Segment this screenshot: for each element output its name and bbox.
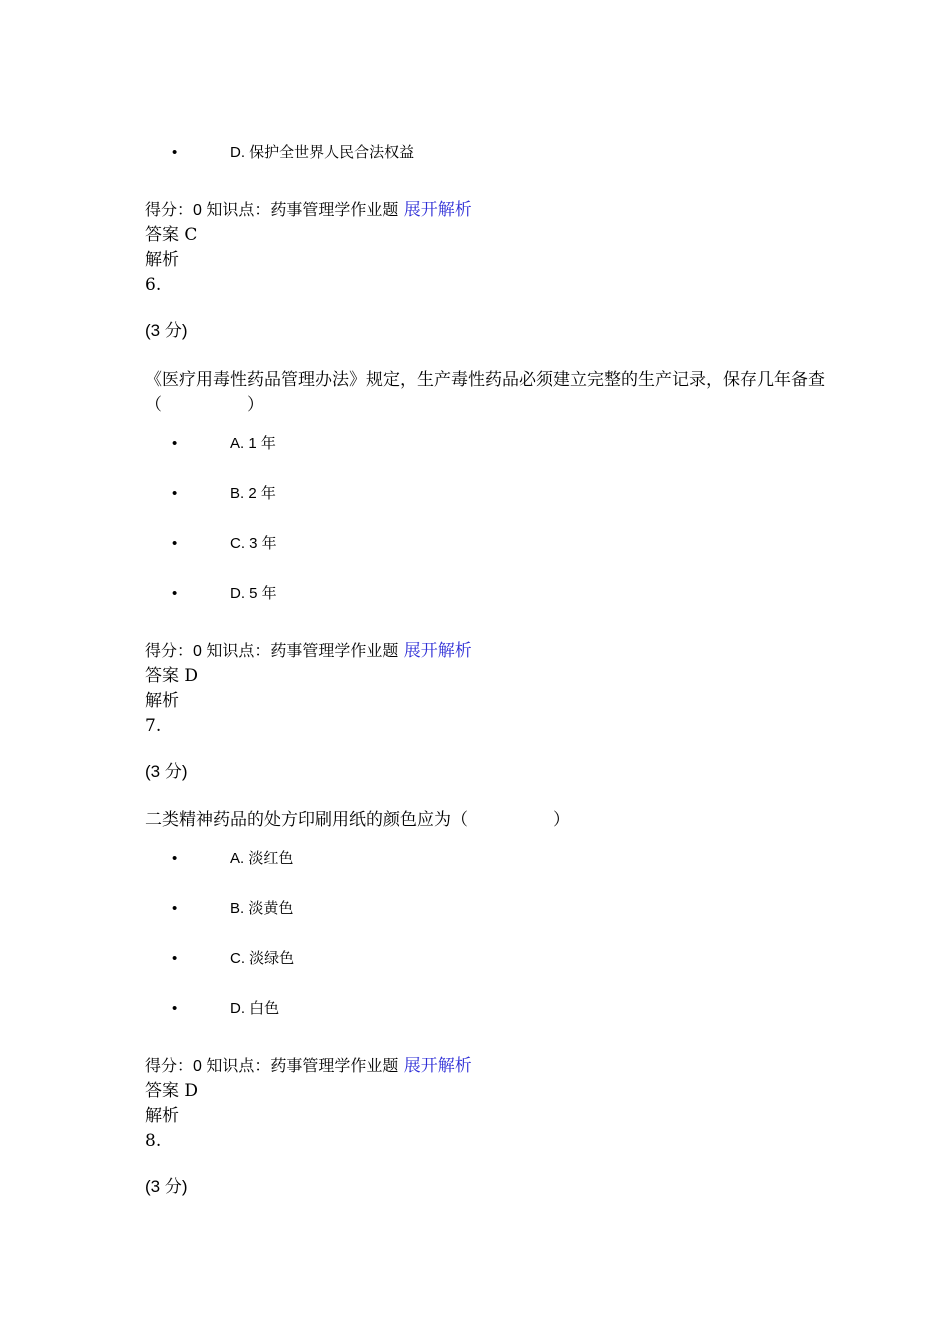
option-text: D. 保护全世界人民合法权益 (230, 144, 415, 161)
q5-answer: 答案 C (145, 225, 198, 245)
option-text: C. 3 年 (230, 535, 277, 552)
expand-analysis-link[interactable]: 展开解析 (403, 200, 472, 220)
q6-stem: 《医疗用毒性药品管理办法》规定，生产毒性药品必须建立完整的生产记录，保存几年备查（ ） (145, 370, 825, 415)
bullet-icon: • (172, 435, 178, 452)
bullet-icon: • (172, 144, 178, 161)
q6-score-line (145, 639, 472, 664)
option-text: B. 淡黄色 (230, 900, 294, 917)
option-text: C. 淡绿色 (230, 950, 295, 967)
expand-analysis-link[interactable]: 展开解析 (403, 1056, 472, 1076)
q6-answer: 答案 D (145, 666, 199, 686)
q6-number: 6. (145, 275, 162, 295)
expand-analysis-link[interactable]: 展开解析 (403, 641, 472, 661)
q8-number: 8. (145, 1131, 162, 1151)
q5-analysis-label: 解析 (145, 250, 179, 270)
q8-points: (3 分) (145, 1177, 188, 1196)
q5-score-line (145, 198, 472, 223)
option-text: B. 2 年 (230, 485, 276, 502)
option-text: D. 5 年 (230, 585, 277, 602)
q7-stem: 二类精神药品的处方印刷用纸的颜色应为（ ） (145, 810, 570, 830)
q7-points: (3 分) (145, 762, 188, 781)
score-text: 得分：0 知识点：药事管理学作业题 (145, 643, 399, 660)
score-text: 得分：0 知识点：药事管理学作业题 (145, 202, 399, 219)
q6-points: (3 分) (145, 321, 188, 340)
bullet-icon: • (172, 850, 178, 867)
q6-analysis-label: 解析 (145, 691, 179, 711)
option-text: A. 1 年 (230, 435, 276, 452)
q7-score-line (145, 1054, 472, 1079)
option-text: A. 淡红色 (230, 850, 294, 867)
q7-answer: 答案 D (145, 1081, 199, 1101)
bullet-icon: • (172, 485, 178, 502)
option-text: D. 白色 (230, 1000, 280, 1017)
bullet-icon: • (172, 535, 178, 552)
bullet-icon: • (172, 1000, 178, 1017)
score-text: 得分：0 知识点：药事管理学作业题 (145, 1058, 399, 1075)
q7-analysis-label: 解析 (145, 1106, 179, 1126)
q7-number: 7. (145, 716, 162, 736)
bullet-icon: • (172, 900, 178, 917)
bullet-icon: • (172, 950, 178, 967)
bullet-icon: • (172, 585, 178, 602)
